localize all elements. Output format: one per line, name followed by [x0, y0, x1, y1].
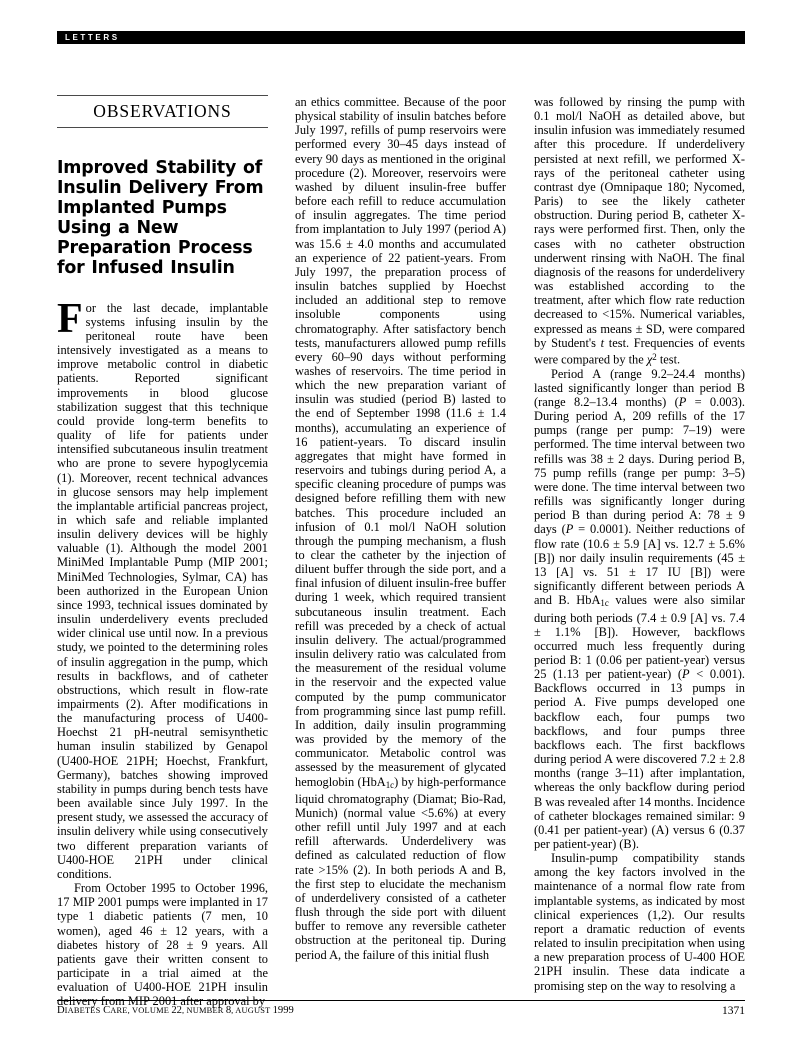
- paragraph-intro-text: or the last decade, implantable systems infusing insulin by the peritoneal route have been intensively investigated as a means to improve metabolic control in diabetic patients. Reported significant improvements in blood glucose stabilization suggest that this technique could provide long-term benefits to quality of life for patients under intensified subcutaneous insulin treatment who are prone to severe hypoglycemia (1). Moreover, recent technical advances in glucose sensors may help implement the implantable artificial pancreas project, in which safe and reliable implanted insulin delivery devices will be highly valuable (1). Although the model 2001 MiniMed Implantable Pump (MIP 2001; MiniMed Technologies, Sylmar, CA) has been authorized in the European Union since 1993, technical issues dominated by insulin underdelivery events precluded wider clinical use until now. In a previous study, we pointed to the determining roles of insulin aggregation in the pump, which results in backflows, and of catheter obstructions, which result in flow-rate impairments (2). After modifications in the manufacturing process of U400-Hoechst 21 pH-neutral semisynthetic human insulin stabilized by Genapol (U400-HOE 21PH; Hoechst, Frankfurt, Germany), batches showing improved stability in pumps during bench tests have been available since July 1997. In the present study, we assessed the accuracy of insulin delivery while using consecutively two different preparation variants of U400-HOE 21PH under clinical conditions.: [57, 300, 268, 881]
- issue-number: 8: [225, 1005, 232, 1016]
- column-3: [534, 95, 746, 993]
- footer-rule: [57, 1000, 745, 1001]
- running-head-label: LETTERS: [65, 33, 120, 42]
- article-title: Improved Stability of Insulin Delivery From Implanted Pumps Using a New Preparation Process for Infused Insulin: [57, 157, 264, 279]
- column-2: [295, 95, 506, 975]
- paragraph-intro: [57, 295, 268, 881]
- p-value-italic-3: P: [682, 667, 690, 682]
- p-value-italic-1: P: [678, 395, 687, 410]
- results-text-a: Period A (range 9.2–24.4 months) lasted significantly longer than period B (range 8.2–13.4 months) (: [534, 366, 745, 410]
- p-value-italic-2: P: [565, 522, 574, 537]
- hba1c-subscript: 1c: [385, 779, 395, 790]
- journal-name-are: ARE: [110, 1006, 128, 1015]
- page-footer: [57, 1004, 745, 1020]
- month-label: , AUGUST: [231, 1006, 273, 1015]
- paragraph-methods-1: From October 1995 to October 1996, 17 MIP 2001 pumps were implanted in 17 type 1 diabetic patients (7 men, 10 women), aged 46 ± 12 years, with a diabetes history of 28 ± 9 years. All patients gave their written consent to participate in a trial aimed at the evaluation of U400-HOE 21PH insulin delivery from MIP 2001 after approval by: [57, 881, 268, 1009]
- running-head-bar: [57, 31, 745, 44]
- footer-citation: [57, 1004, 294, 1018]
- journal-initial-d: D: [57, 1005, 65, 1016]
- column-2-text: [295, 95, 506, 962]
- volume-number: 22: [171, 1005, 182, 1016]
- column-3-text: [534, 95, 745, 993]
- results-text-b: = 0.003). During period A, 209 refills of the 17 pumps (range per pump: 7–19) were performed. The time interval between two refills was 38 ± 2 days. During period B, 75 pump refills (range per pump: 3–5) were done. The time interval between two refills was significantly longer during period B than during period A: 78 ± 9 days (: [534, 395, 745, 537]
- three-column-body: [57, 95, 746, 1009]
- paragraph-methods-2: [295, 95, 506, 962]
- journal-initial-c: C: [103, 1005, 111, 1016]
- methods-text-a: an ethics committee. Because of the poor physical stability of insulin batches before July 1997, refills of pump reservoirs were performed every 30–45 days instead of every 90 days as mentioned in the original procedure (2). Moreover, reservoirs were washed by diluent insulin-free buffer before each refill to reduce accumulation of insulin aggregates. The time period from implantation to July 1997 (period A) was 15.6 ± 4.0 months and accumulated an experience of 22 patient-years. From July 1997, the preparation process of insulin batches supplied by Hoechst included an additional step to remove insoluble components using chromatography. After satisfactory bench tests, manufacturers allowed pump refills every 60–90 days without performing washes of reservoirs. The time period in which the new preparation variant of insulin was studied (period B) lasted to the end of September 1998 (11.6 ± 1.4 months), accumulating an experience of 16 patient-years. To discard insulin aggregates that might have formed in reservoirs and tubings during period A, a specific cleaning procedure of pumps was designed before refilling them with new batches. This procedure included an infusion of 0.1 mol/l NaOH solution through the pumping mechanism, a flush to clear the catheter by the injection of diluent buffer through the side port, and a final infusion of diluent insulin-free buffer during 1 week, which required transient subcutaneous insulin treatment. Each refill was preceded by a check of actual insulin delivery. The actual/programmed insulin delivery ratio was calculated from the measurement of the residual volume in the reservoir and the expected value computed by the pump communicator from programming since last pump refill. In addition, daily insulin programming was provided by the memory of the communicator. Metabolic control was assessed by the measurement of glycated hemoglobin (HbA: [295, 95, 506, 789]
- chi-symbol: χ: [646, 352, 653, 367]
- page-number: 1371: [722, 1005, 745, 1017]
- results-text-d: values were also similar during both periods (7.4 ± 0.9 [A] vs. 7.4 ± 1.1% [B]). However, backflows occurred much less frequently during period B: 1 (0.06 per patient-year) versus 25 (1.13 per patient-year) (: [534, 593, 745, 682]
- methods-text-b: ) by high-performance liquid chromatography (Diamat; Bio-Rad, Munich) (normal value <5.6%) at every other refill until July 1997 and at each refill afterwards. Underdelivery was defined as calculated reduction of flow rate >15% (2). In both periods A and B, the first step to elucidate the mechanism of underdelivery consisted of a catheter flush through the side port with diluent buffer to remove any reversible catheter obstruction at the peritoneal tip. During period A, the failure of this initial flush: [295, 774, 506, 962]
- year-value: 1999: [272, 1005, 294, 1016]
- methods-text-e: test.: [656, 352, 681, 367]
- methods-text-d: test. Frequencies of events were compared by the: [534, 335, 745, 367]
- methods-text-c: was followed by rinsing the pump with 0.1 mol/l NaOH as detailed above, but insulin infusion was immediately resumed after this procedure. If underdelivery persisted at next refill, we performed X-rays of the peritoneal catheter using contrast dye (Omnipaque 180; Nycomed, Paris) to see the likely catheter obstruction. During period B, catheter X-rays were performed first. Then, only the cases with no catheter obstruction underwent rinsing with NaOH. The final diagnosis of the reasons for underdelivery was established according to the treatment, after which flow rate reduction decreased to <15%. Numerical variables, expressed as means ± SD, were compared by Student's: [534, 95, 745, 350]
- drop-cap: F: [57, 295, 83, 342]
- section-heading: OBSERVATIONS: [57, 95, 268, 128]
- hba1c-subscript-2: 1c: [600, 598, 609, 609]
- column-1: [57, 95, 268, 1009]
- column-1-text: [57, 295, 268, 1009]
- chi-superscript: 2: [652, 351, 657, 362]
- paragraph-discussion: Insulin-pump compatibility stands among the key factors involved in the maintenance of a normal flow rate from implantable systems, as indicated by most clinical experiences (1,2). Our results report a dramatic reduction of events related to insulin precipitation when using a new preparation process of U-400 HOE 21PH insulin. These data indicate a promising step on the way to resolving a: [534, 851, 745, 993]
- journal-name-iabetes: IABETES: [64, 1006, 101, 1015]
- paragraph-methods-3: [534, 95, 745, 367]
- results-text-c: = 0.0001). Neither reductions of flow rate (10.6 ± 5.9 [A] vs. 12.7 ± 5.6% [B]) nor daily insulin requirements (45 ± 13 [A] vs. 51 ± 17 IU [B]) were significantly different between periods A and B. HbA: [534, 522, 746, 608]
- number-label: , NUMBER: [181, 1006, 226, 1015]
- paragraph-results: [534, 367, 745, 851]
- t-test-italic: t: [600, 335, 605, 350]
- volume-label: , VOLUME: [127, 1006, 172, 1015]
- results-text-e: < 0.001). Backflows occurred in 13 pumps in period A. Five pumps developed one backflow each, four pumps two backflows, and four pumps three backflows each. The first backflows during period A were discovered 7.2 ± 2.8 months (range 3–11) after implantation, whereas the only backflow during period B was revealed after 14 months. Incidence of catheter blockages remained similar: 9 (0.41 per patient-year) (A) versus 6 (0.37 per patient-year) (B).: [534, 667, 745, 851]
